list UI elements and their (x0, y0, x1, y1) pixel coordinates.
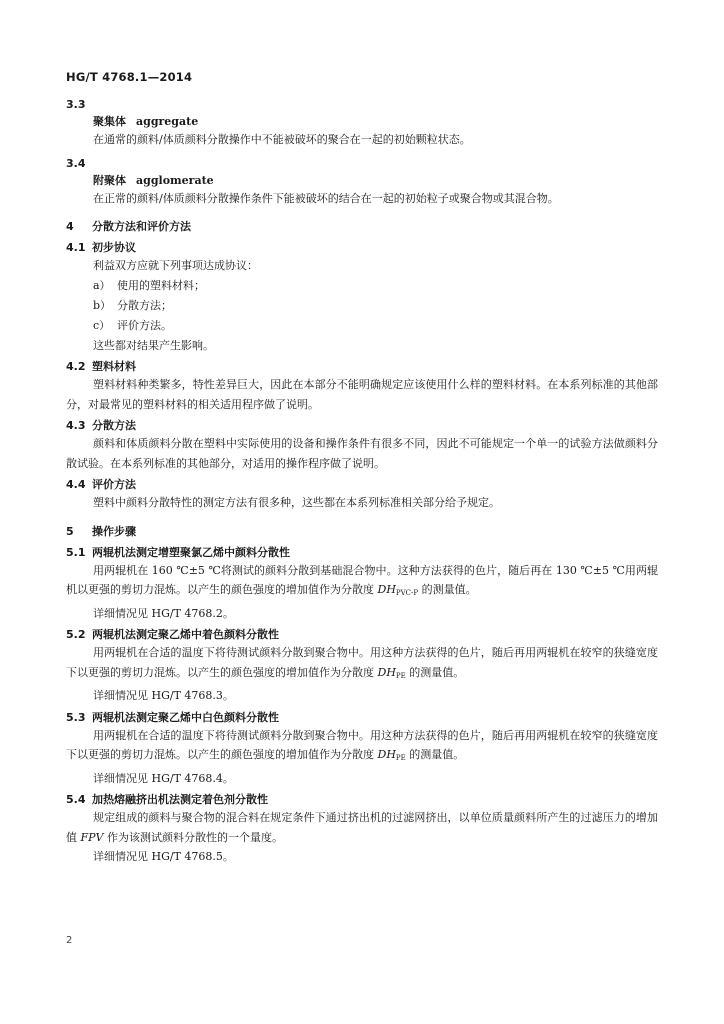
reference-note: 详细情况见 HG/T 4768.5。 (93, 850, 234, 863)
paragraph: 这些都对结果产生影响。 (93, 338, 214, 352)
symbol: DH (377, 748, 396, 761)
list-text: 分散方法； (117, 298, 172, 312)
paragraph: 利益双方应就下列事项达成协议： (93, 259, 258, 272)
paragraph (66, 561, 658, 604)
section-number: 5 (66, 524, 74, 538)
standard-header: HG/T 4768.1—2014 (66, 70, 193, 84)
paragraph-text: 作为该测试颜料分散性的一个量度。 (103, 830, 283, 844)
subsection-number: 5.4 (66, 793, 86, 806)
subsection-heading (66, 626, 658, 643)
paragraph: 塑料材料种类繁多，特性差异巨大，因此在本部分不能明确规定应该使用什么样的塑料材料。在本系列标准的其他部分，对最常见的塑料材料的相关适用程序做了说明。 (66, 378, 658, 411)
subsection-title: 两辊机法测定增塑聚氯乙烯中颜料分散性 (92, 545, 290, 559)
section-number: 4 (66, 220, 74, 233)
term-entry (66, 113, 658, 130)
subsection-title: 加热熔融挤出机法测定着色剂分散性 (92, 793, 268, 806)
symbol: DH (377, 583, 396, 596)
term-chinese: 附聚体 (93, 173, 126, 187)
subsection-heading (66, 791, 658, 808)
paragraph-text: 的测量值。 (418, 583, 477, 596)
reference-note: 详细情况见 HG/T 4768.3。 (93, 689, 234, 702)
subsection-title: 分散方法 (92, 419, 136, 432)
paragraph (66, 726, 658, 769)
symbol-subscript: PE (395, 754, 406, 762)
subsection-title: 评价方法 (92, 478, 136, 491)
subsection-heading (66, 709, 658, 726)
reference-note: 详细情况见 HG/T 4768.4。 (93, 771, 234, 785)
paragraph-text: 用两辊机在 160 ℃±5 ℃将测试的颜料分散到基础混合物中。这种方法获得的色片，随后再在 130 ℃±5 ℃用两辊机以更强的剪切力混炼。以产生的颜色强度的增加值作为分散度 (66, 563, 658, 596)
list-label: c） (93, 318, 111, 332)
subsection-number: 4.3 (66, 419, 86, 432)
paragraph-text: 用两辊机在合适的温度下将待测试颜料分散到聚合物中。用这种方法获得的色片，随后再用两辊机在较窄的狭缝宽度下以更强的剪切力混炼。以产生的颜色强度的增加值作为分散度 (66, 728, 658, 761)
paragraph: 颜料和体质颜料分散在塑料中实际使用的设备和操作条件有很多不同，因此不可能规定一个单一的试验方法做颜料分散试验。在本系列标准的其他部分，对适用的操作程序做了说明。 (66, 437, 658, 470)
list-item (66, 296, 658, 316)
subsection-heading (66, 544, 658, 561)
subsection-number: 5.1 (66, 545, 86, 559)
page-number: 2 (66, 935, 73, 946)
subsection-title: 初步协议 (92, 241, 136, 254)
subsection-title: 两辊机法测定聚乙烯中白色颜料分散性 (92, 710, 279, 724)
paragraph-text: 的测量值。 (405, 748, 465, 761)
symbol: FPV (80, 830, 104, 844)
paragraph (66, 643, 658, 686)
subsection-number: 4.1 (66, 241, 86, 254)
paragraph-text: 规定组成的颜料与聚合物的混合料在规定条件下通过挤出机的过滤网挤出，以单位质量颜料所产生的过滤压力的增加值 (66, 811, 658, 844)
paragraph-text: 的测量值。 (405, 665, 465, 679)
term-english: agglomerate (136, 173, 214, 187)
section-title: 操作步骤 (92, 524, 136, 538)
subsection-number: 4.2 (66, 360, 86, 373)
term-number: 3.3 (66, 98, 86, 111)
subsection-title: 两辊机法测定聚乙烯中着色颜料分散性 (92, 628, 279, 641)
subsection-heading (66, 476, 658, 493)
subsection-heading (66, 358, 658, 375)
list-text: 使用的塑料材料； (117, 278, 205, 292)
symbol: DH (377, 665, 396, 679)
paragraph (66, 808, 658, 847)
term-english: aggregate (136, 115, 199, 128)
term-definition: 在正常的颜料/体质颜料分散操作条件下能被破坏的结合在一起的初始粒子或聚合物或其混合物。 (93, 191, 559, 205)
symbol-subscript: PVC-P (395, 589, 419, 597)
paragraph-text: 用两辊机在合适的温度下将待测试颜料分散到聚合物中。用这种方法获得的色片，随后再用两辊机在较窄的狭缝宽度下以更强的剪切力混炼。以产生的颜色强度的增加值作为分散度 (66, 646, 658, 679)
subsection-number: 5.3 (66, 710, 86, 724)
subsection-number: 4.4 (66, 478, 86, 491)
term-number: 3.4 (66, 156, 86, 170)
list-item (66, 276, 658, 296)
list-label: a） (93, 278, 111, 292)
page-content (66, 96, 658, 867)
section-heading (66, 218, 658, 235)
term-chinese: 聚集体 (93, 115, 126, 128)
list-label: b） (93, 298, 112, 312)
subsection-heading (66, 417, 658, 434)
section-title: 分散方法和评价方法 (92, 220, 191, 233)
symbol-subscript: PE (395, 671, 406, 680)
reference-note: 详细情况见 HG/T 4768.2。 (93, 606, 234, 620)
list-item (66, 316, 658, 336)
subsection-heading (66, 239, 658, 256)
subsection-number: 5.2 (66, 628, 86, 641)
term-entry (66, 172, 658, 189)
paragraph: 塑料中颜料分散特性的测定方法有很多种，这些都在本系列标准相关部分给予规定。 (93, 496, 500, 509)
term-definition: 在通常的颜料/体质颜料分散操作中不能被破坏的聚合在一起的初始颗粒状态。 (93, 133, 471, 146)
list-text: 评价方法。 (117, 318, 172, 332)
section-heading (66, 523, 658, 540)
subsection-title: 塑料材料 (92, 360, 136, 373)
